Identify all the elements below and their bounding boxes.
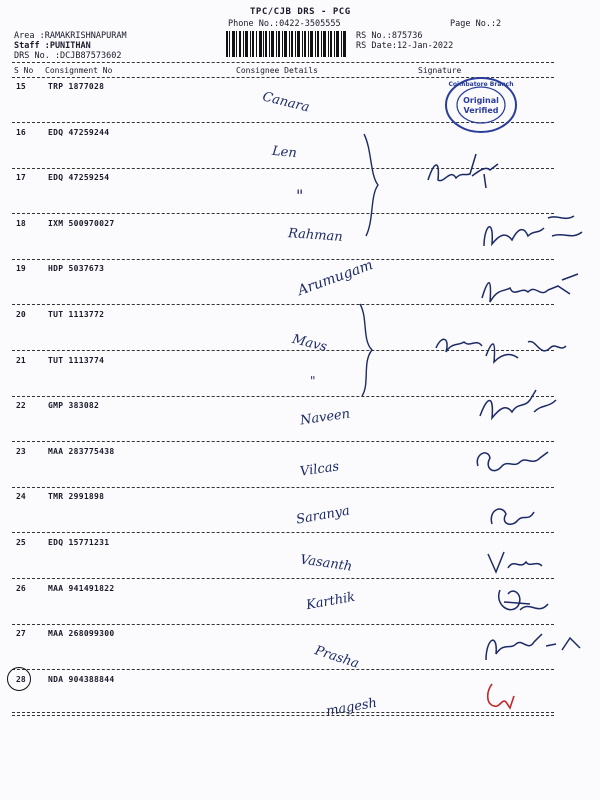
consignment-number: HDP 5037673 <box>48 264 105 274</box>
signature-scribble <box>476 386 566 426</box>
row-number: 16 <box>16 127 26 137</box>
signature-scribble <box>478 206 588 256</box>
page-title: TPC/CJB DRS - PCG <box>250 7 351 17</box>
consignment-number: EDQ 47259244 <box>48 127 110 137</box>
page-number: Page No.:2 <box>450 19 502 29</box>
col-consignee: Consignee Details <box>236 66 318 75</box>
handwritten-name: magesh <box>325 695 379 720</box>
consignment-number: MAA 268099300 <box>48 629 115 639</box>
signature-scribble <box>480 624 590 668</box>
consignment-number: MAA 941491822 <box>48 583 115 593</box>
row-number: 20 <box>16 310 26 319</box>
signature-scribble <box>470 442 560 482</box>
row-divider <box>12 304 554 305</box>
staff-label: Staff :PUNITHAN <box>14 41 91 51</box>
handwritten-name: Karthik <box>305 589 357 614</box>
row-number: 25 <box>16 538 26 547</box>
handwritten-name: Naveen <box>299 406 352 429</box>
row-divider <box>12 578 554 579</box>
signature-scribble <box>432 328 572 378</box>
consignment-number: GMP 383082 <box>48 401 100 411</box>
row-number: 22 <box>16 401 26 411</box>
area-label: Area :RAMAKRISHNAPURAM <box>14 31 127 41</box>
handwritten-name: " <box>296 186 304 205</box>
consignment-number: EDQ 47259254 <box>48 173 110 183</box>
handwritten-name: Rahman <box>287 226 344 245</box>
footer-divider <box>12 712 554 713</box>
handwritten-name: Vilcas <box>299 459 341 480</box>
signature-scribble <box>420 150 510 195</box>
row-divider <box>12 532 554 533</box>
row-number: 27 <box>16 629 26 639</box>
row-number: 28 <box>16 674 26 684</box>
row-number: 15 <box>16 82 26 91</box>
handwritten-name: Prasha <box>312 643 361 672</box>
row-number: 26 <box>16 583 26 593</box>
row-divider <box>12 259 554 260</box>
row-number: 24 <box>16 492 26 502</box>
signature-scribble-red <box>480 678 520 712</box>
handwritten-name: Mavs <box>290 331 329 356</box>
signature-scribble <box>490 580 560 624</box>
col-consignment: Consignment No <box>45 66 113 75</box>
consignment-number: IXM 500970027 <box>48 218 115 228</box>
verification-stamp <box>444 76 518 134</box>
consignment-number: TMR 2991898 <box>48 492 105 502</box>
rs-number: RS No.:875736 <box>356 31 423 41</box>
row-number: 21 <box>16 355 26 365</box>
row-number: 23 <box>16 446 26 456</box>
col-sno: S No <box>14 66 34 75</box>
handwritten-name: " <box>310 374 316 388</box>
stamp-line-original: Original <box>463 96 499 105</box>
handwritten-name: Canara <box>260 89 311 116</box>
consignment-number: TRP 1877028 <box>48 82 105 91</box>
signature-scribble <box>482 494 542 534</box>
row-divider <box>12 396 554 397</box>
handwritten-name: Vasanth <box>299 552 354 575</box>
stamp-line-verified: Verified <box>463 106 499 115</box>
row-divider <box>12 715 554 716</box>
row-number: 17 <box>16 173 26 183</box>
brace-mark <box>352 300 380 400</box>
stamp-ring-text: Coimbatore Branch <box>448 81 514 88</box>
row-divider <box>12 213 554 214</box>
consignment-number: NDA 904388844 <box>48 674 115 684</box>
brace-mark <box>358 130 384 240</box>
handwritten-name: Saranya <box>295 503 351 528</box>
consignment-number: MAA 283775438 <box>48 446 115 456</box>
row-number: 18 <box>16 218 26 228</box>
rs-date: RS Date:12-Jan-2022 <box>356 41 454 51</box>
consignment-number: TUT 1113774 <box>48 355 105 365</box>
signature-scribble <box>478 268 588 308</box>
consignment-number: TUT 1113772 <box>48 310 105 319</box>
row-divider <box>12 669 554 670</box>
header-divider-top <box>12 62 554 63</box>
signature-scribble <box>482 544 552 584</box>
drs-number: DRS No. :DCJB87573602 <box>14 51 122 61</box>
row-number: 19 <box>16 264 26 274</box>
row-divider <box>12 487 554 488</box>
row-divider <box>12 624 554 625</box>
row-28-circle-mark <box>7 667 31 691</box>
consignment-number: EDQ 15771231 <box>48 538 110 547</box>
phone-number: Phone No.:0422-3505555 <box>228 19 341 29</box>
handwritten-name: Arumugam <box>295 257 376 299</box>
handwritten-name: Len <box>271 143 298 162</box>
barcode <box>226 31 346 57</box>
col-signature: Signature <box>418 66 462 75</box>
